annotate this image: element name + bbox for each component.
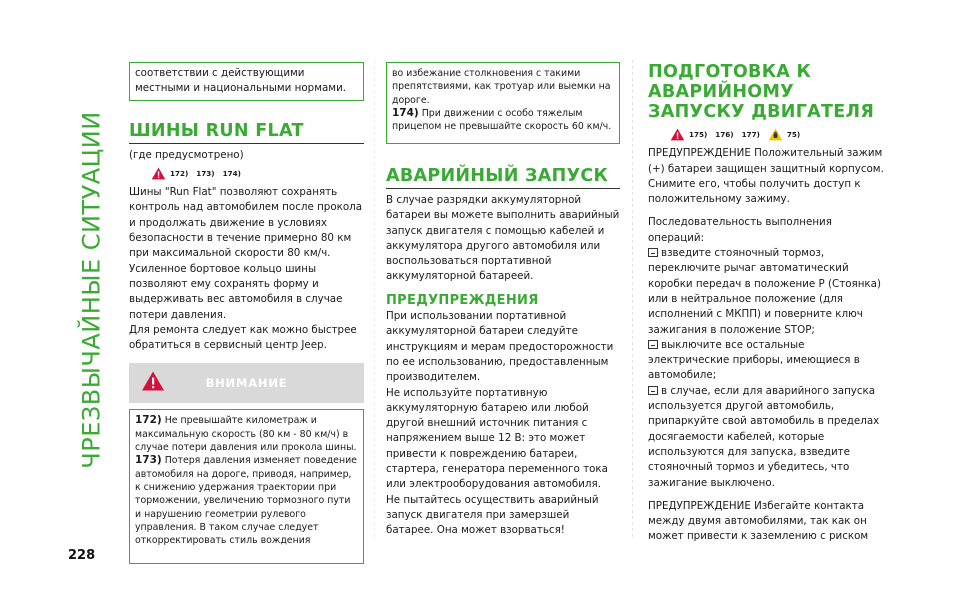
- warning-title: ВНИМАНИЕ: [205, 375, 288, 390]
- warning-refs: [670, 127, 888, 142]
- heading-rule: [386, 188, 620, 189]
- list-item: [648, 246, 888, 338]
- paragraph-portable-battery: При использовании портативной аккумуляторной батареи следуйте инструкциям и мерам предосторожности по ее использованию, предоставленным производителем.: [386, 310, 614, 384]
- continued-text: соответствии с действующими местными и национальными нормами.: [135, 67, 347, 95]
- ref-177: 177): [741, 130, 760, 139]
- column-divider-1: [374, 60, 375, 540]
- warning-continued-box: [386, 62, 620, 144]
- heading-line-2: ЗАПУСКУ ДВИГАТЕЛЯ: [648, 102, 875, 122]
- warning-text-173: Потеря давления изменяет поведение автомобиля на дороге, приводя, например, к снижению удержания траектории при торможении, увеличению тормозного пути и нарушению геометрии рулевого управления. В таком случае следует откорректировать стиль вождения: [135, 455, 357, 547]
- list-item: [648, 338, 888, 384]
- section-side-title: [70, 40, 114, 540]
- ref-173: 173): [196, 168, 215, 178]
- paragraph-frozen-battery: Не пытайтесь осуществить аварийный запуск двигателя при замерзшей батарее. Она может взорваться!: [386, 493, 599, 537]
- warning-triangle-icon: [151, 167, 166, 180]
- paragraph-jump-start: В случае разрядки аккумуляторной батареи вы можете выполнить аварийный запуск двигателя с помощью кабелей и аккумулятора другого автомобиля или воспользоваться портативной аккумуляторной батареей.: [386, 194, 620, 283]
- warning-text-172: Не превышайте километраж и максимальную скорость (80 км - 80 км/ч) в случае потери давления или прокола шины.: [135, 415, 357, 454]
- list-item-text: взведите стояночный тормоз, переключите рычаг автоматический коробки передач в положение P (Стоянка) или в нейтральное положение (для исполнений с МКПП) и поверните ключ зажигания в положение STOP;: [648, 247, 881, 336]
- warning-number-173: 173): [135, 454, 162, 467]
- paragraph-sequence: Последовательность выполнения операций:: [648, 216, 832, 244]
- warning-header: [129, 363, 364, 403]
- column-3: [648, 62, 888, 545]
- warning-triangle-icon: [670, 128, 685, 141]
- checkbox-bullet-icon: [648, 386, 658, 395]
- warning-triangle-icon: [141, 370, 165, 392]
- warning-body: [129, 409, 364, 564]
- ref-176: 176): [715, 130, 734, 139]
- warning-number-172: 172): [135, 414, 162, 427]
- warning-text-174: При движении с особо тяжелым прицепом не превышайте скорость 60 км/ч.: [392, 107, 612, 133]
- warning-continued-text: во избежание столкновения с такими препятствиями, как тротуар или выемки на дороге.: [392, 68, 611, 106]
- paragraph-contact-warning: ПРЕДУПРЕЖДЕНИЕ Избегайте контакта между двумя автомобилями, так как он может привести к заземлению с риском: [648, 499, 869, 543]
- ref-175: 175): [689, 130, 708, 139]
- checkbox-bullet-icon: [648, 340, 658, 349]
- page-number: 228: [68, 548, 96, 563]
- side-title-text: ЧРЕЗВЫЧАЙНЫЕ СИТУАЦИИ: [78, 111, 107, 469]
- paragraph-terminal-warning: ПРЕДУПРЕЖДЕНИЕ Положительный зажим (+) батареи защищен защитный корпусом. Снимите его, чтобы получить доступ к положительному зажиму.: [648, 147, 884, 206]
- column-2: [386, 62, 620, 539]
- subheading-warnings: ПРЕДУПРЕЖДЕНИЯ: [386, 292, 539, 308]
- availability-note: (где предусмотрено): [129, 148, 244, 161]
- paragraph-run-flat: Шины "Run Flat" позволяют сохранять контроль над автомобилем после прокола и продолжать движение в условиях безопасности в течение примерно 80 км при максимальной скорости 80 км/ч. Усиленное бортовое кольцо шины позволяют ему сохранять форму и выдерживать вес автомобиля в случае потери давления.: [129, 186, 363, 321]
- warning-number-174: 174): [392, 106, 419, 119]
- list-item: [648, 384, 888, 491]
- paragraph-voltage: Не используйте портативную аккумуляторную батарею или любой другой внешний источник питания с напряжением выше 12 В: это может привести к повреждению батареи, стартера, генератора переменного тока или электрооборудования автомобиля.: [386, 386, 608, 491]
- ref-172: 172): [170, 168, 189, 178]
- heading-rule: [129, 143, 364, 144]
- column-1: [129, 62, 364, 564]
- column-divider-2: [632, 60, 633, 540]
- continued-text-box: [129, 62, 364, 101]
- caution-hand-icon: [768, 128, 783, 141]
- ref-75: 75): [786, 130, 801, 139]
- section-heading-preparation: [648, 62, 888, 122]
- section-heading-run-flat: ШИНЫ RUN FLAT: [129, 120, 304, 141]
- list-item-text: в случае, если для аварийного запуска используется другой автомобиль, припаркуйте свой автомобиль в пределах досягаемости кабелей, которые используются для запуска, взведите стояночный тормоз и убедитесь, что зажигание выключено.: [648, 384, 880, 489]
- list-item-text: выключите все остальные электрические приборы, имеющиеся в автомобиле;: [648, 338, 860, 382]
- heading-line-1: ПОДГОТОВКА К АВАРИЙНОМУ: [648, 62, 812, 102]
- paragraph-repair: Для ремонта следует как можно быстрее обратиться в сервисный центр Jeep.: [129, 323, 357, 352]
- checkbox-bullet-icon: [648, 248, 658, 257]
- section-heading-jump-start: АВАРИЙНЫЙ ЗАПУСК: [386, 166, 609, 186]
- ref-174: 174): [222, 168, 241, 178]
- warning-refs: [151, 166, 364, 181]
